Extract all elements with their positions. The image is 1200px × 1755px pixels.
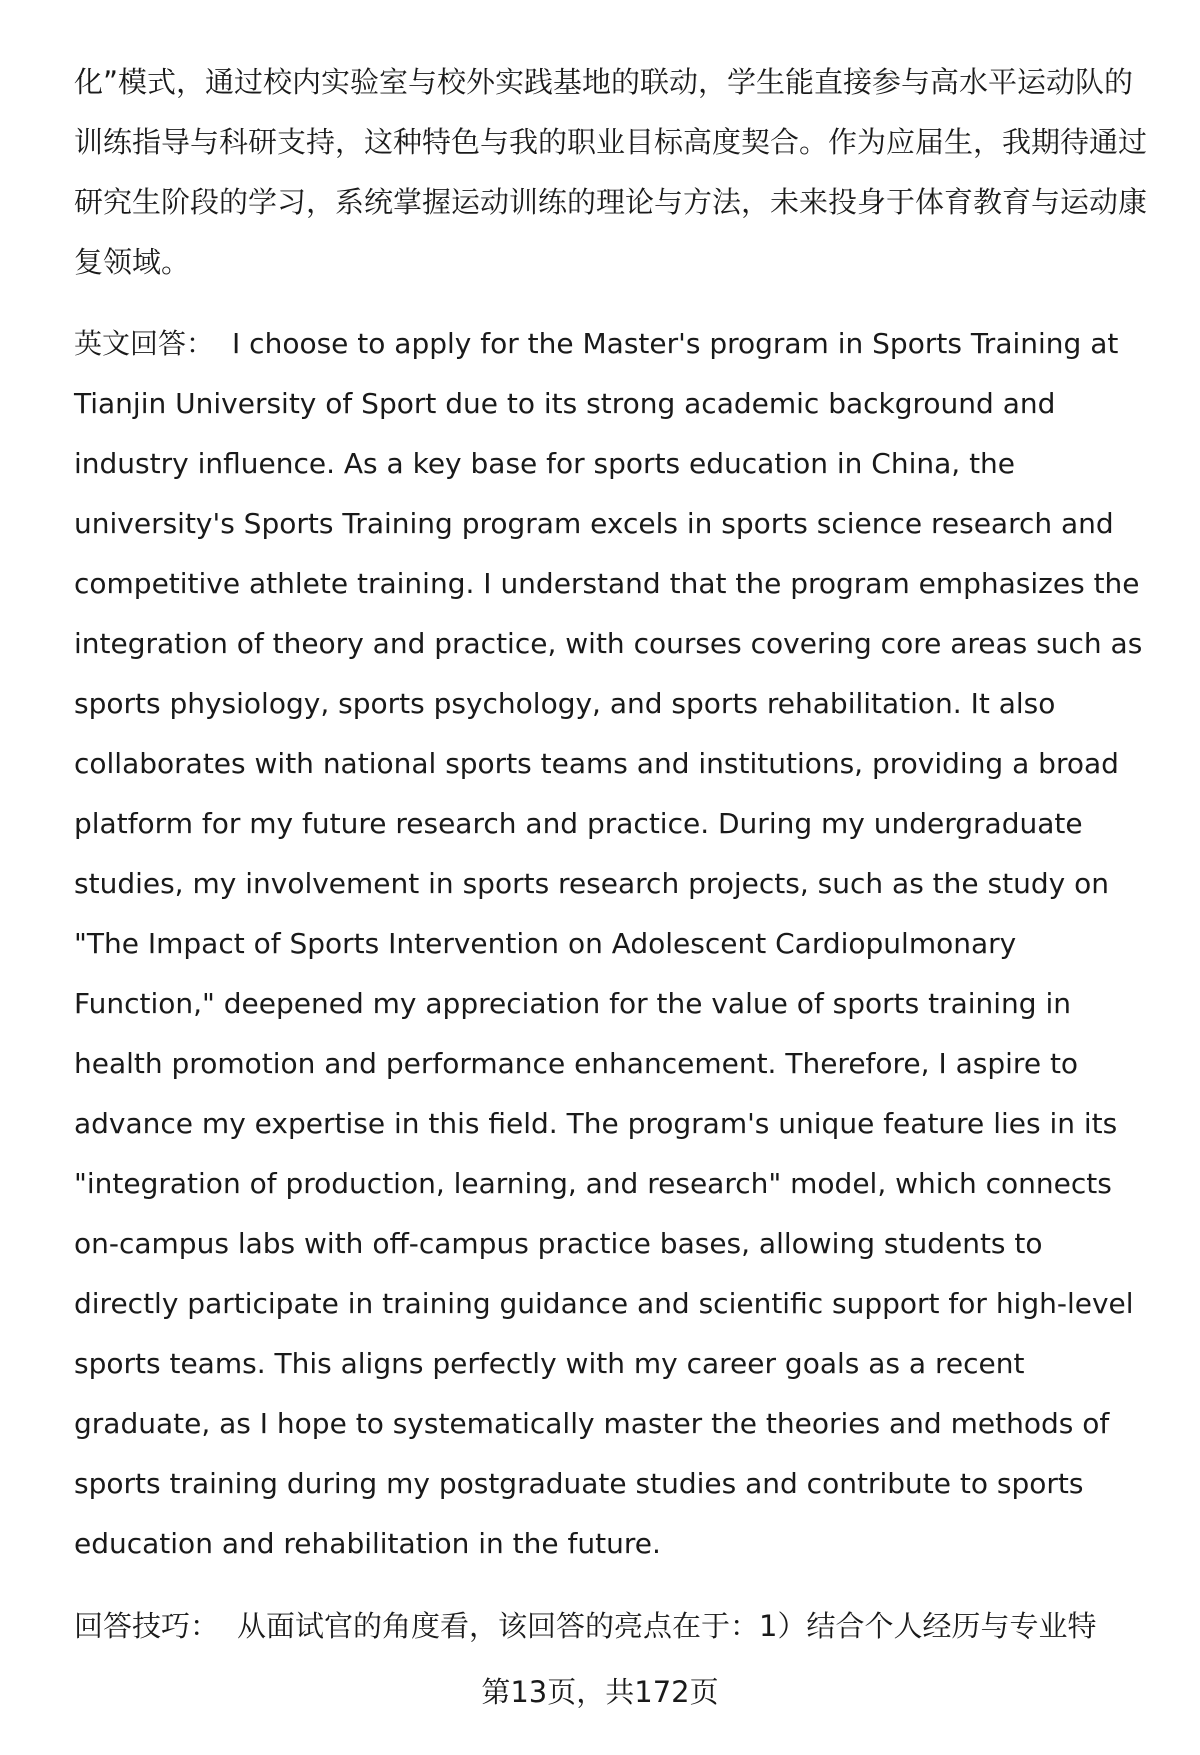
answer-tips-paragraph	[74, 1596, 1154, 1656]
english-answer-label: 英文回答：	[74, 327, 215, 360]
chinese-paragraph	[74, 52, 1154, 292]
answer-tips-label: 回答技巧：	[74, 1609, 220, 1643]
english-answer-paragraph	[74, 314, 1154, 1574]
answer-tips-text: 从面试官的角度看，该回答的亮点在于：1）结合个人经历与专业特	[237, 1609, 1097, 1643]
chinese-paragraph-text: 化”模式，通过校内实验室与校外实践基地的联动，学生能直接参与高水平运动队的训练指导与科研支持，这种特色与我的职业目标高度契合。作为应届生，我期待通过研究生阶段的学习，系统掌握运动训练的理论与方法，未来投身于体育教育与运动康复领域。	[74, 65, 1148, 279]
english-answer-text: I choose to apply for the Master's program in Sports Training at Tianjin University of Sport due to its strong academic background and industry influence. As a key base for sports education in China, the university's Sports Training program excels in sports science research and competitive athlete training. I understand that the program emphasizes the integration of theory and practice, with courses covering core areas such as sports physiology, sports psychology, and sports rehabilitation. It also collaborates with national sports teams and institutions, providing a broad platform for my future research and practice. During my undergraduate studies, my involvement in sports research projects, such as the study on "The Impact of Sports Intervention on Adolescent Cardiopulmonary Function," deepened my appreciation for the value of sports training in health promotion and performance enhancement. Therefore, I aspire to advance my expertise in this field. The program's unique feature lies in its "integration of production, learning, and research" model, which connects on-campus labs with off-campus practice bases, allowing students to directly participate in training guidance and scientific support for high-level sports teams. This aligns perfectly with my career goals as a recent graduate, as I hope to systematically master the theories and methods of sports training during my postgraduate studies and contribute to sports education and rehabilitation in the future.	[74, 327, 1143, 1560]
page-number-footer: 第13页，共172页	[481, 1675, 719, 1709]
document-body	[74, 52, 1154, 1656]
